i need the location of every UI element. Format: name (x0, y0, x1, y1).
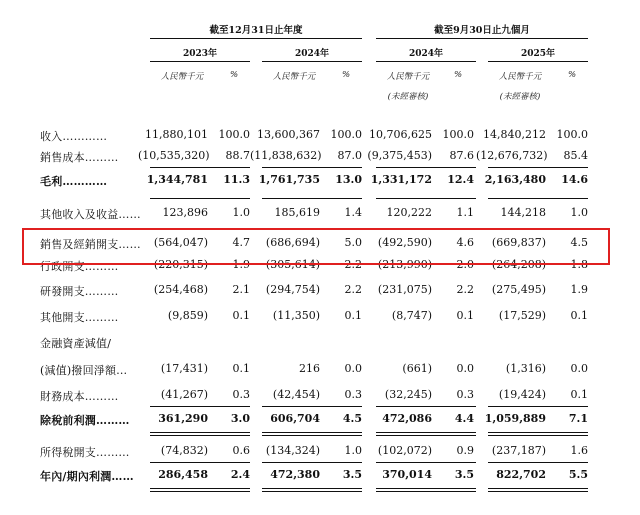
amount-cell: (213,990) (377, 258, 432, 271)
percent-cell: 0.6 (232, 444, 250, 457)
highlight-box (22, 228, 610, 265)
percent-label: % (567, 70, 577, 80)
percent-cell: 100.0 (442, 128, 474, 141)
row-label: 毛利………… (40, 175, 108, 188)
single-rule (488, 198, 588, 199)
single-rule (262, 462, 362, 463)
percent-cell: 87.6 (449, 149, 474, 162)
amount-cell: 472,086 (382, 412, 432, 425)
amount-cell: (19,424) (498, 388, 546, 401)
amount-cell: 216 (299, 362, 320, 375)
amount-cell: 286,458 (158, 468, 208, 481)
percent-cell: 0.3 (232, 388, 250, 401)
percent-cell: 2.2 (344, 258, 362, 271)
amount-cell: (220,315) (153, 258, 208, 271)
row-label: 銷售成本……… (40, 151, 119, 164)
row-label: (減值)撥回淨額… (40, 364, 128, 377)
single-rule (376, 462, 476, 463)
amount-cell: 2,163,480 (484, 173, 546, 186)
year-rule (262, 61, 362, 62)
single-rule (488, 462, 588, 463)
year-header: 2025年 (520, 49, 556, 59)
double-rule (488, 488, 588, 492)
year-header: 2023年 (182, 49, 218, 59)
amount-cell: 123,896 (162, 206, 208, 219)
amount-cell: (12,676,732) (476, 149, 548, 162)
amount-cell: (102,072) (377, 444, 432, 457)
amount-cell: (237,187) (491, 444, 546, 457)
amount-cell: (9,859) (167, 309, 208, 322)
percent-cell: 1.9 (570, 283, 588, 296)
single-rule (150, 462, 250, 463)
percent-cell: 7.1 (568, 412, 588, 425)
amount-cell: 1,761,735 (258, 173, 320, 186)
amount-cell: (1,316) (505, 362, 546, 375)
percent-cell: 1.4 (344, 206, 362, 219)
unit-label: 人民幣千元 (386, 72, 430, 82)
row-label: 收入………… (40, 130, 108, 143)
amount-cell: 185,619 (274, 206, 320, 219)
amount-cell: 144,218 (500, 206, 546, 219)
percent-cell: 2.2 (344, 283, 362, 296)
single-rule (150, 167, 250, 168)
table-row (0, 388, 640, 406)
single-rule (150, 198, 250, 199)
amount-cell: (17,529) (498, 309, 546, 322)
amount-cell: 1,059,889 (484, 412, 546, 425)
year-header: 2024年 (294, 49, 330, 59)
header-period-annual: 截至12月31日止年度 (209, 25, 303, 36)
amount-cell: (264,208) (491, 258, 546, 271)
amount-cell: 472,380 (270, 468, 320, 481)
double-rule (150, 488, 250, 492)
row-label: 其他開支……… (40, 311, 119, 324)
double-rule (150, 432, 250, 436)
double-rule (376, 488, 476, 492)
percent-cell: 0.1 (344, 309, 362, 322)
row-label: 除稅前利潤……… (40, 414, 130, 427)
amount-cell: (10,535,320) (138, 149, 210, 162)
double-rule (488, 432, 588, 436)
table-row (0, 412, 640, 430)
percent-cell: 88.7 (225, 149, 250, 162)
amount-cell: 11,880,101 (145, 128, 208, 141)
percent-cell: 0.0 (570, 362, 588, 375)
amount-cell: 10,706,625 (369, 128, 432, 141)
percent-cell: 0.3 (344, 388, 362, 401)
table-row (0, 173, 640, 191)
percent-cell: 4.4 (454, 412, 474, 425)
header-period-ninemonth: 截至9月30日止九個月 (434, 25, 530, 36)
percent-cell: 14.6 (561, 173, 588, 186)
single-rule (262, 198, 362, 199)
double-rule (376, 432, 476, 436)
percent-cell: 0.1 (570, 388, 588, 401)
percent-cell: 0.9 (456, 444, 474, 457)
single-rule (262, 167, 362, 168)
amount-cell: 1,344,781 (146, 173, 208, 186)
amount-cell: (564,047) (153, 236, 208, 249)
percent-cell: 0.1 (570, 309, 588, 322)
amount-cell: (275,495) (491, 283, 546, 296)
table-row (0, 206, 640, 224)
amount-cell: 120,222 (386, 206, 432, 219)
row-label: 所得稅開支……… (40, 446, 130, 459)
amount-cell: (41,267) (160, 388, 208, 401)
unit-label: 人民幣千元 (272, 72, 316, 82)
percent-cell: 4.5 (342, 412, 362, 425)
amount-cell: 361,290 (158, 412, 208, 425)
single-rule (488, 406, 588, 407)
percent-cell: 87.0 (337, 149, 362, 162)
percent-cell: 5.5 (568, 468, 588, 481)
amount-cell: (32,245) (384, 388, 432, 401)
unaudited-label: (未經審核) (387, 92, 429, 102)
amount-cell: (231,075) (377, 283, 432, 296)
single-rule (488, 167, 588, 168)
amount-cell: 14,840,212 (483, 128, 546, 141)
percent-cell: 5.0 (344, 236, 362, 249)
row-label: 其他收入及收益…… (40, 208, 141, 221)
percent-cell: 2.2 (456, 283, 474, 296)
amount-cell: 370,014 (382, 468, 432, 481)
amount-cell: (294,754) (265, 283, 320, 296)
percent-cell: 1.1 (456, 206, 474, 219)
percent-cell: 3.5 (454, 468, 474, 481)
amount-cell: (134,324) (265, 444, 320, 457)
row-label: 年內/期內利潤…… (40, 470, 134, 483)
percent-cell: 1.6 (570, 444, 588, 457)
percent-cell: 0.3 (456, 388, 474, 401)
amount-cell: 606,704 (270, 412, 320, 425)
amount-cell: (661) (402, 362, 432, 375)
unit-label: 人民幣千元 (498, 72, 542, 82)
amount-cell: (11,838,632) (250, 149, 322, 162)
amount-cell: (669,837) (491, 236, 546, 249)
year-header: 2024年 (408, 49, 444, 59)
percent-cell: 0.0 (456, 362, 474, 375)
amount-cell: (254,468) (153, 283, 208, 296)
percent-cell: 2.0 (456, 258, 474, 271)
row-label: 財務成本……… (40, 390, 119, 403)
percent-cell: 1.0 (570, 206, 588, 219)
year-rule (488, 61, 588, 62)
percent-cell: 1.8 (570, 258, 588, 271)
single-rule (150, 406, 250, 407)
percent-cell: 1.0 (232, 206, 250, 219)
percent-cell: 3.0 (230, 412, 250, 425)
table-row (0, 468, 640, 486)
percent-label: % (453, 70, 463, 80)
percent-cell: 12.4 (447, 173, 474, 186)
amount-cell: (17,431) (160, 362, 208, 375)
percent-cell: 100.0 (218, 128, 250, 141)
percent-cell: 4.7 (232, 236, 250, 249)
percent-cell: 0.1 (232, 362, 250, 375)
unaudited-label: (未經審核) (499, 92, 541, 102)
table-row (0, 128, 640, 146)
table-row (0, 362, 640, 380)
percent-cell: 0.1 (232, 309, 250, 322)
table-row (0, 335, 640, 353)
percent-cell: 3.5 (342, 468, 362, 481)
single-rule (376, 406, 476, 407)
amount-cell: (686,694) (265, 236, 320, 249)
percent-cell: 0.0 (344, 362, 362, 375)
amount-cell: 822,702 (496, 468, 546, 481)
percent-cell: 2.1 (232, 283, 250, 296)
row-label: 研發開支……… (40, 285, 119, 298)
percent-cell: 13.0 (335, 173, 362, 186)
row-label: 行政開支……… (40, 260, 119, 273)
double-rule (262, 488, 362, 492)
amount-cell: 1,331,172 (370, 173, 432, 186)
percent-cell: 100.0 (330, 128, 362, 141)
amount-cell: (492,590) (377, 236, 432, 249)
percent-cell: 85.4 (563, 149, 588, 162)
amount-cell: (74,832) (160, 444, 208, 457)
percent-cell: 11.3 (223, 173, 250, 186)
amount-cell: (9,375,453) (367, 149, 432, 162)
single-rule (376, 198, 476, 199)
percent-cell: 2.4 (230, 468, 250, 481)
header-rule (150, 38, 362, 39)
percent-label: % (229, 70, 239, 80)
single-rule (376, 167, 476, 168)
year-rule (150, 61, 250, 62)
table-row (0, 283, 640, 301)
amount-cell: (42,454) (272, 388, 320, 401)
unit-label: 人民幣千元 (160, 72, 204, 82)
amount-cell: (305,614) (265, 258, 320, 271)
table-row (0, 149, 640, 167)
amount-cell: (11,350) (272, 309, 320, 322)
percent-cell: 4.5 (570, 236, 588, 249)
year-rule (376, 61, 476, 62)
table-row (0, 309, 640, 327)
row-label: 銷售及經銷開支…… (40, 238, 141, 251)
percent-label: % (341, 70, 351, 80)
double-rule (262, 432, 362, 436)
row-label: 金融資產減值/ (40, 337, 112, 350)
percent-cell: 100.0 (556, 128, 588, 141)
amount-cell: (8,747) (391, 309, 432, 322)
percent-cell: 4.6 (456, 236, 474, 249)
single-rule (262, 406, 362, 407)
percent-cell: 0.1 (456, 309, 474, 322)
percent-cell: 1.0 (344, 444, 362, 457)
table-row (0, 444, 640, 462)
percent-cell: 1.9 (232, 258, 250, 271)
amount-cell: 13,600,367 (257, 128, 320, 141)
header-rule (376, 38, 588, 39)
